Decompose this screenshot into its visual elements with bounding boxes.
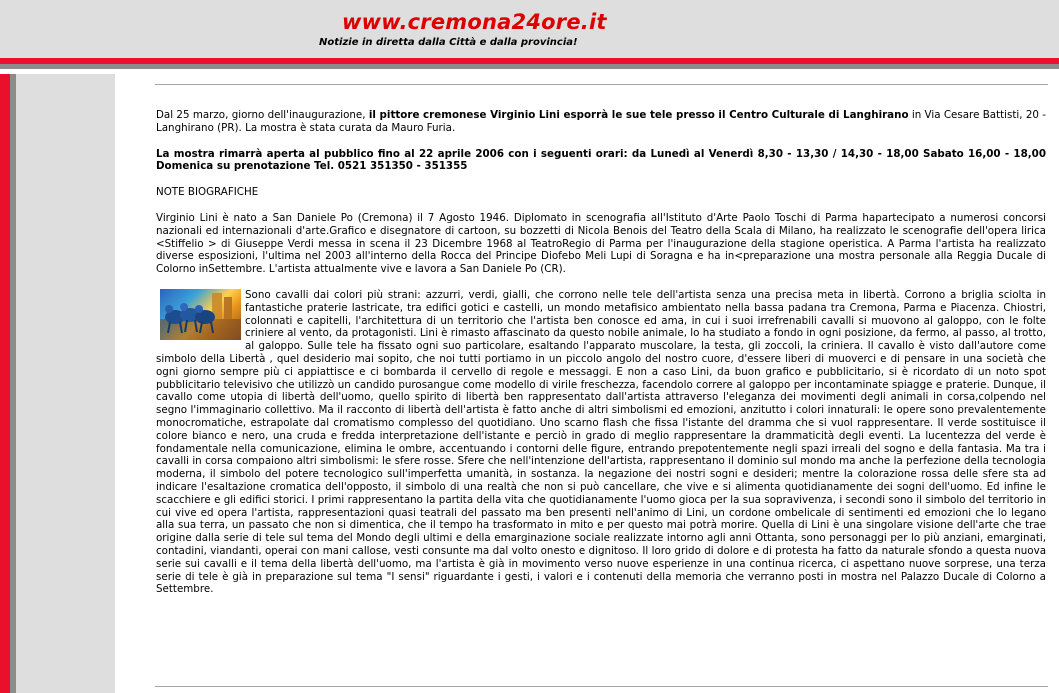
header-stripe-grey: [0, 64, 1059, 69]
biography-paragraph: Virginio Lini è nato a San Daniele Po (Cremona) il 7 Agosto 1946. Diplomato in scenografia all'Istituto d'Arte Paolo Toschi di Parma hapartecipato a numerosi concorsi nazionali ed internazionali d'arte.Grafico e disegnatore di cartoon, su bozzetti di Nicola Benois del Teatro della Scala di Milano, ha realizzato le scenografie dell'opera lirica <Stiffelio > di Giuseppe Verdi messa in scena il 23 Dicembre 1968 al TeatroRegio di Parma per l'inaugurazione della stagione operistica. A Parma l'artista ha realizzato diverse esposizioni, l'ultima nel 2003 all'interno della Rocca del Principe Diofebo Meli Lupi di Soragna e ha in<preparazione una mostra personale alla Reggia Ducale di Colorno inSettembre. L'artista attualmente vive e lavora a San Daniele Po (CR).: [156, 211, 1046, 276]
intro-text-bold: il pittore cremonese Virginio Lini esporrà le sue tele presso il Centro Culturale di Langhirano: [368, 109, 909, 121]
note-heading: NOTE BIOGRAFICHE: [156, 186, 259, 199]
opening-hours-paragraph: La mostra rimarrà aperta al pubblico fino al 22 aprile 2006 con i seguenti orari: da Lunedì al Venerdì 8,30 - 13,30 / 14,30 - 18,00 Sabato 16,00 - 18,00 Domenica su prenotazione Tel. 0521 351350 - 351355: [156, 147, 1046, 173]
left-bar-red: [0, 74, 10, 693]
left-panel: [16, 74, 115, 693]
main-paragraph: [156, 289, 1046, 596]
site-title[interactable]: www.cremona24ore.it: [342, 10, 607, 34]
site-tagline: Notizie in diretta dalla Città e dalla provincia!: [319, 37, 578, 48]
horses-painting-image: [160, 289, 241, 340]
divider-top: [155, 84, 1048, 85]
intro-text-start: Dal 25 marzo, giorno dell'inaugurazione,: [156, 109, 369, 121]
article-body: [156, 109, 1046, 596]
intro-text-end: in Via Cesare Battisti, 20 - Langhirano (PR). La mostra è stata curata da Mauro Furia.: [156, 109, 1047, 134]
divider-bottom: [155, 686, 1048, 687]
intro-paragraph: [156, 109, 1046, 135]
site-header: [0, 0, 1059, 58]
main-paragraph-text: Sono cavalli dai colori più strani: azzurri, verdi, gialli, che corrono nelle tele dell'artista senza una precisa meta in libertà. Corrono a briglia sciolta in fantastiche praterie lastricate, tra edifici gotici e castelli, un mondo metafisico ambientato nella bassa padana tra Cremona, Parma e Piacenza. Chiostri, colonnati e capitelli, l'architettura di un territorio che l'artista ben conosce ed ama, in cui i suoi irrefrenabili cavalli si muovono al galoppo, con le folte criniere al vento, da protagonisti. Lini è rimasto affascinato da questo nobile animale, lo ha studiato a fondo in ogni posizione, da fermo, al passo, al trotto, al galoppo. Sulle tele ha fissato ogni suo particolare, esaltando l'apparato muscolare, la testa, gli zoccoli, la criniera. Il cavallo è visto dall'autore come simbolo della Libertà , quel desiderio mai sopito, che noi tutti portiamo in un piccolo angolo del nostro cuore, d'essere liberi di muoverci e di pensare in una società che ogni giorno sempre più ci appiattisce e ci bombarda il cervello di regole e messaggi. E non a caso Lini, da buon grafico e pubblicitario, si è ricordato di un noto spot pubblicitario televisivo che utilizzò un candido purosangue come modello di virile freschezza, facendolo correre al galoppo per incontaminate spiagge e praterie. Dunque, il cavallo come utopia di libertà dell'uomo, quello spirito di libertà ben rappresentato dall'artista attraverso l'eleganza dei movimenti degli animali in corsa,colpendo nel segno l'immaginario collettivo. Ma il racconto di libertà dell'artista è fatto anche di altri simbolismi ed emozioni, anzitutto i colori innaturali: le opere sono prevalentemente monocromatiche, estrapolate dal cromatismo complesso del quotidiano. Uno scarno flash che fissa l'istante del dramma che si vuol rappresentare. Il verde sostituisce il colore bianco e nero, una cruda e fredda interpretazione dell'istante e perciò in grado di meglio rappresentare la drammaticità degli eventi. La lucentezza del verde è fondamentale nella comunicazione, elimina le ombre, accentuando i contorni delle figure, entrando prepotentemente negli spazi irreali del sogno e della fantasia. Ma tra i cavalli in corsa compaiono altri simbolismi: le sfere rosse. Sfere che nell'intenzione dell'artista, rappresentano il dominio sul mondo ma anche la perfezione della tecnologia moderna, il simbolo del potere tecnologico sull'imperfetta umanità, in sostanza. la negazione dei nostri sogni e desideri; mentre la colorazione rossa delle sfere sta ad indicare l'esaltazione cromatica dell'opposto, il simbolo di una realtà che non si può cancellare, che vive e si alimenta quotidianamente dei sogni dell'uomo. Ed infine le scacchiere e gli edifici storici. I primi rappresentano la partita della vita che quotidianamente l'uomo gioca per la sua sopravivenza, i secondi sono il simbolo del territorio in cui vive ed opera l'artista, rappresentazioni quasi teatrali del passato ma ben presenti nell'animo di Lini, un cordone ombelicale di sentimenti ed emozioni che lo legano alla sua terra, un passato che non si dimentica, che il tempo ha trasformato in mito e per questo mai potrà morire. Quella di Lini è una singolare visione dell'arte che trae origine dalla serie di tele sul tema del Mondo degli ultimi e della emarginazione sociale realizzate intorno agli anni Ottanta, sono personaggi per lo più anziani, emarginati, contadini, viandanti, operai con mani callose, vesti consunte ma dal volto onesto e dignitoso. Il loro grido di dolore e di protesta ha fatto da naturale sfondo a questa nuova serie sui cavalli e il tema della libertà dell'uomo, ma l'artista è già in movimento verso nuove esperienze in una continua ricerca, ci aspettano nuove sorprese, una terza serie di tele è già in preparazione sul tema "I sensi" riguardante i gesti, i valori e i contenuti della memoria che verranno posti in mostra nel Palazzo Ducale di Colorno a Settembre.: [156, 288, 1046, 596]
